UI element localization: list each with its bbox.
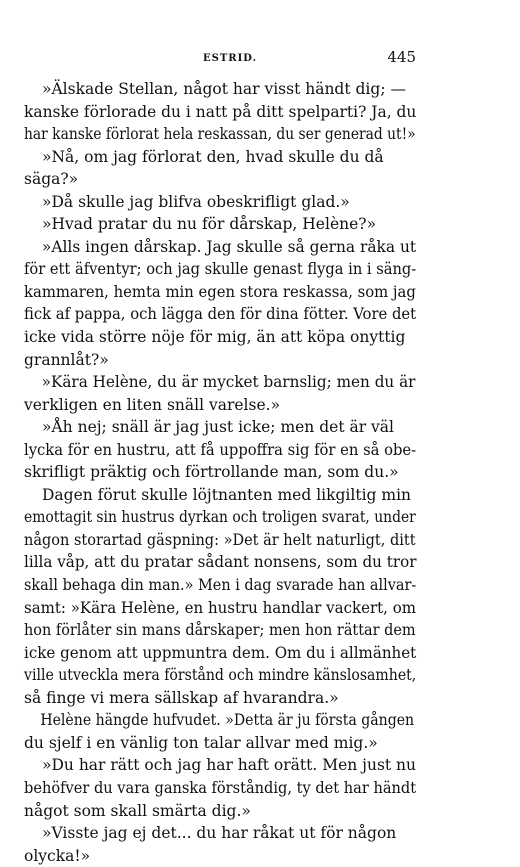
text-line: verkligen en liten snäll varelse.» <box>24 395 281 414</box>
page-number: 445 <box>387 48 416 66</box>
text-line: Dagen förut skulle löjtnanten med likgiltig min <box>42 485 412 504</box>
text-line: lycka för en hustru, att få uppoffra sig för en så obe- <box>24 440 417 459</box>
text-line: något som skall smärta dig.» <box>24 801 251 820</box>
text-line: grannlåt?» <box>24 350 109 369</box>
text-line: så finge vi mera sällskap af hvarandra.» <box>24 688 339 707</box>
text-line: för ett äfventyr; och jag skulle genast flyga in i säng- <box>24 260 417 279</box>
text-line: lilla våp, att du pratar sådant nonsens, som du tror <box>24 553 417 572</box>
text-line: kammaren, hemta min egen stora reskassa, som jag <box>24 282 416 301</box>
text-line: »Kära Helène, du är mycket barnslig; men du är <box>41 373 416 392</box>
text-line: skrifligt präktig och förtrollande man, som du.» <box>24 463 399 482</box>
text-line: någon storartad gäspning: »Det är helt naturligt, ditt <box>24 530 416 549</box>
text-line: du sjelf i en vänlig ton talar allvar med mig.» <box>24 733 378 752</box>
text-line: »Älskade Stellan, något har visst händt dig; — <box>42 80 406 98</box>
text-line: »Då skulle jag blifva obeskrifligt glad.» <box>42 192 350 211</box>
text-line: fick af pappa, och lägga den för dina fötter. Vore det <box>24 305 417 324</box>
text-line: icke genom att uppmuntra dem. Om du i allmänhet <box>24 643 417 662</box>
text-line: skall behaga din man.» Men i dag svarade han allvar- <box>24 576 417 595</box>
text-line: »Hvad pratar du nu för dårskap, Helène?» <box>42 215 377 234</box>
text-line: säga?» <box>24 170 79 189</box>
text-line: icke vida större nöje för mig, än att köpa onyttig <box>24 328 406 347</box>
text-line: Helène hängde hufvudet. »Detta är ju första gången <box>40 711 415 730</box>
text-line: »Alls ingen dårskap. Jag skulle så gerna råka ut <box>41 237 417 256</box>
text-line: »Visste jag ej det... du har råkat ut för någon <box>42 824 397 843</box>
text-line: behöfver du vara ganska förståndig, ty det har händt <box>24 778 417 797</box>
text-line: har kanske förlorat hela reskassan, du ser generad ut!» <box>24 125 416 144</box>
text-line: ville utveckla mera förstånd och mindre känslosamhet, <box>24 666 417 685</box>
text-line: »Åh nej; snäll är jag just icke; men det är väl <box>42 418 395 437</box>
running-head: ESTRID. <box>203 53 258 64</box>
text-line: olycka!» <box>24 846 91 865</box>
page-header <box>24 48 416 72</box>
text-line: »Du har rätt och jag har haft orätt. Men just nu <box>42 756 417 775</box>
text-line: samt: »Kära Helène, en hustru handlar vackert, om <box>24 598 416 617</box>
text-line: hon förlåter sin mans dårskaper; men hon rättar dem <box>24 621 416 640</box>
body-text <box>24 78 416 867</box>
text-line: emottagit sin hustrus dyrkan och troligen svarat, under <box>24 508 416 527</box>
text-line: »Nå, om jag förlorat den, hvad skulle du då <box>42 147 384 166</box>
text-line: kanske förlorade du i natt på ditt spelparti? Ja, du <box>24 102 417 121</box>
